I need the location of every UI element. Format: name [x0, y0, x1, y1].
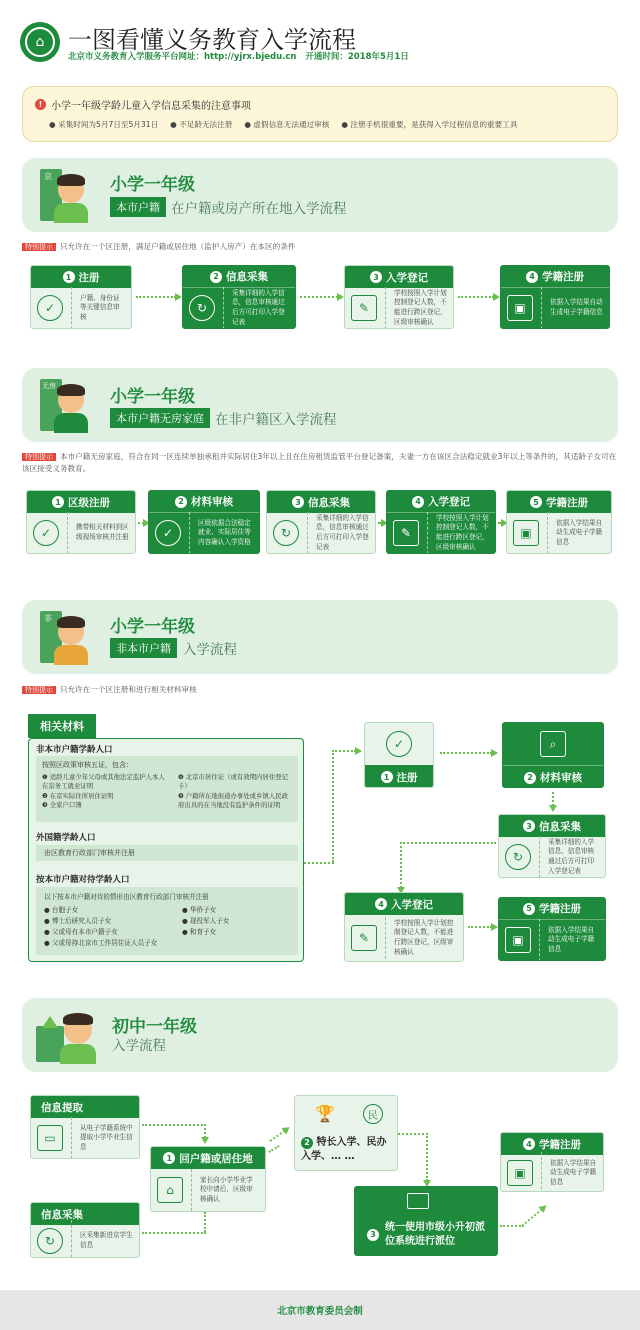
home-icon: ⌂ [157, 1177, 183, 1203]
group-box: 由区教育行政部门审核并注册 [36, 845, 298, 861]
step-card: 2 材料审核 ✓ 区级依据合法稳定就业、实际居住等内容确认入学资格 [148, 490, 260, 554]
section-tag: 本市户籍 [110, 197, 166, 217]
flow-arrow [269, 1130, 285, 1142]
tip: 特别提示 本市户籍无房家庭，符合在同一区连续单独承租并实际居住3年以上且在住房租赁监管平台登记备案，夫妻一方在该区合法稳定就业3年以上等条件的，其适龄子女可在该区接受义务教育。 [22, 452, 617, 473]
step-card: 信息采集 ↻ 区采集新进京学生信息 [30, 1202, 140, 1258]
group-box: 按照区政策审核五证，包含： ❶ 适龄儿童少年父母或其他法定监护人本人在京务工就业证明 ❷ 在京实际住所居住证明 ❸ 全家户口簿 ❹ 北京市居住证（或有效期内居住登记卡） ❺ 户籍所在地街道办事处或乡镇人民政府出具的在当地没有监护条件的证明 [36, 756, 298, 822]
search-doc-icon: ⌕ [540, 731, 566, 757]
flow-arrow [378, 522, 382, 524]
flow-arrow [300, 296, 338, 298]
id-card-icon: ▣ [507, 1160, 533, 1186]
group-box: 以下按本市户籍对待的情形由区教育行政部门审核并注册 ● 台胞子女 ● 博士后研究人员子女 ● 父或母有本市户籍子女 ● 父或母持北京市工作居住证人员子女 ● 华侨子女 ● 现役军人子女 ● 和育子女 [36, 887, 298, 955]
flow-arrow [468, 926, 492, 928]
refresh-icon: ↻ [273, 520, 299, 546]
notice-box [22, 86, 618, 142]
avatar [36, 1006, 100, 1066]
flow-arrow [136, 296, 176, 298]
step-card: 1 区级注册 ✓ 携带相关材料到区级现场审核并注册 [26, 490, 136, 554]
step-card: 🏆 民 2 特长入学、民办入学、… … [294, 1095, 398, 1171]
notice-item: ● 不足龄无法注册 [170, 120, 233, 129]
footer: 北京市教育委员会制 [0, 1290, 640, 1330]
flow-arrow [400, 842, 402, 888]
step-card: 4 入学登记 ✎ 学校按照入学计划控制登记人数，不能进行跨区登记，区级审核确认 [344, 892, 464, 962]
page-subtitle: 北京市义务教育入学服务平台网址：http://yjrx.bjedu.cn 开通时间：2018年5月1日 [68, 52, 409, 62]
check-icon: ✓ [33, 520, 59, 546]
edit-icon: ✎ [351, 925, 377, 951]
notice-item: ● 虚假信息无法通过审核 [244, 120, 330, 129]
refresh-icon: ↻ [37, 1228, 63, 1254]
check-icon: ✓ [37, 295, 63, 321]
flow-arrow [458, 296, 494, 298]
check-circle-icon: ✓ [155, 520, 181, 546]
flow-arrow [521, 1209, 542, 1227]
computer-icon: ▭ [37, 1125, 63, 1151]
flow-arrow [552, 792, 554, 806]
step-card: 1 回户籍或居住地 ⌂ 家长向小学毕业学校申请后，区级审核确认 [150, 1146, 266, 1212]
monitor-icon [407, 1193, 429, 1209]
group-title: 外国籍学龄人口 [36, 833, 96, 843]
flow-arrow [498, 522, 502, 524]
edit-icon: ✎ [393, 520, 419, 546]
step-card: 2 信息采集 ↻ 采集详细的入学信息，信息审核通过后方可打印入学登记表 [182, 265, 296, 329]
group-title: 按本市户籍对待学龄人口 [36, 875, 130, 885]
flow-arrow [426, 1133, 428, 1181]
notice-title: 小学一年级学龄儿童入学信息采集的注意事项 [51, 101, 251, 112]
logo: ⌂ [20, 22, 60, 62]
step-card: 3 统一使用市级小升初派位系统进行派位 [354, 1186, 498, 1256]
flow-arrow [138, 522, 144, 524]
step-card: 3 信息采集 ↻ 采集详细的入学信息，信息审核通过后方可打印入学登记表 [498, 814, 606, 878]
section-subtitle: 入学流程 [183, 642, 237, 658]
step-card: 5 学籍注册 ▣ 依据入学结果自动生成电子学籍信息 [506, 490, 612, 554]
step-card: 1 注册 ✓ 户籍、身份证等关键信息审核 [30, 265, 132, 329]
step-card: ⌕ 2 材料审核 [502, 722, 604, 788]
step-card: 4 入学登记 ✎ 学校按照入学计划控制登记人数，不能进行跨区登记，区级审核确认 [386, 490, 496, 554]
section-title: 小学一年级 [110, 617, 195, 637]
flow-arrow [204, 1124, 206, 1138]
step-card: ✓ 1 注册 [364, 722, 434, 788]
notice-item: ● 采集时间为5月7日至5月31日 [49, 120, 159, 129]
check-icon: ✓ [386, 731, 412, 757]
avatar: 京 [40, 165, 90, 225]
flow-arrow [332, 750, 356, 752]
section-tag: 非本市户籍 [110, 638, 177, 658]
materials-title: 相关材料 [28, 714, 96, 738]
avatar: 非 [40, 607, 90, 667]
step-card: 3 信息采集 ↻ 采集详细的入学信息，信息审核通过后方可打印入学登记表 [266, 490, 376, 554]
private-school-icon: 民 [363, 1104, 383, 1124]
tip: 特别提示 只允许在一个区注册，满足户籍或居住地（监护人房产）在本区的条件 [22, 241, 295, 253]
section-tag: 本市户籍无房家庭 [110, 408, 210, 428]
section-subtitle: 在非户籍区入学流程 [215, 412, 337, 428]
step-card: 4 学籍注册 ▣ 依据入学结果自动生成电子学籍信息 [500, 265, 610, 329]
refresh-icon: ↻ [189, 295, 215, 321]
group-title: 非本市户籍学龄人口 [36, 745, 113, 755]
page-title: 一图看懂义务教育入学流程 [68, 26, 356, 54]
trophy-icon: 🏆 [315, 1104, 335, 1123]
alert-icon: ! [35, 99, 46, 110]
id-card-icon: ▣ [505, 927, 531, 953]
step-card: 5 学籍注册 ▣ 依据入学结果自动生成电子学籍信息 [498, 897, 606, 961]
tip: 特别提示 只允许在一个区注册和进行相关材料审核 [22, 684, 197, 696]
step-card: 信息提取 ▭ 从电子学籍系统中提取小学毕业生信息 [30, 1095, 140, 1159]
flow-arrow [440, 752, 492, 754]
section-title: 小学一年级 [110, 387, 195, 407]
step-card: 3 入学登记 ✎ 学校按照入学计划控制登记人数，不能进行跨区登记，区级审核确认 [344, 265, 454, 329]
section-title: 初中一年级 [112, 1017, 197, 1037]
refresh-icon: ↻ [505, 844, 531, 870]
section-subtitle: 入学流程 [112, 1038, 166, 1054]
notice-item: ● 注册手机很重要，是获得入学过程信息的重要工具 [341, 120, 518, 129]
avatar: 无房 [40, 375, 90, 435]
id-card-icon: ▣ [513, 520, 539, 546]
id-card-icon: ▣ [507, 295, 533, 321]
section-subtitle: 在户籍或房产所在地入学流程 [171, 201, 347, 217]
section-title: 小学一年级 [110, 175, 195, 195]
step-card: 4 学籍注册 ▣ 依据入学结果自动生成电子学籍信息 [500, 1132, 604, 1192]
edit-icon: ✎ [351, 295, 377, 321]
